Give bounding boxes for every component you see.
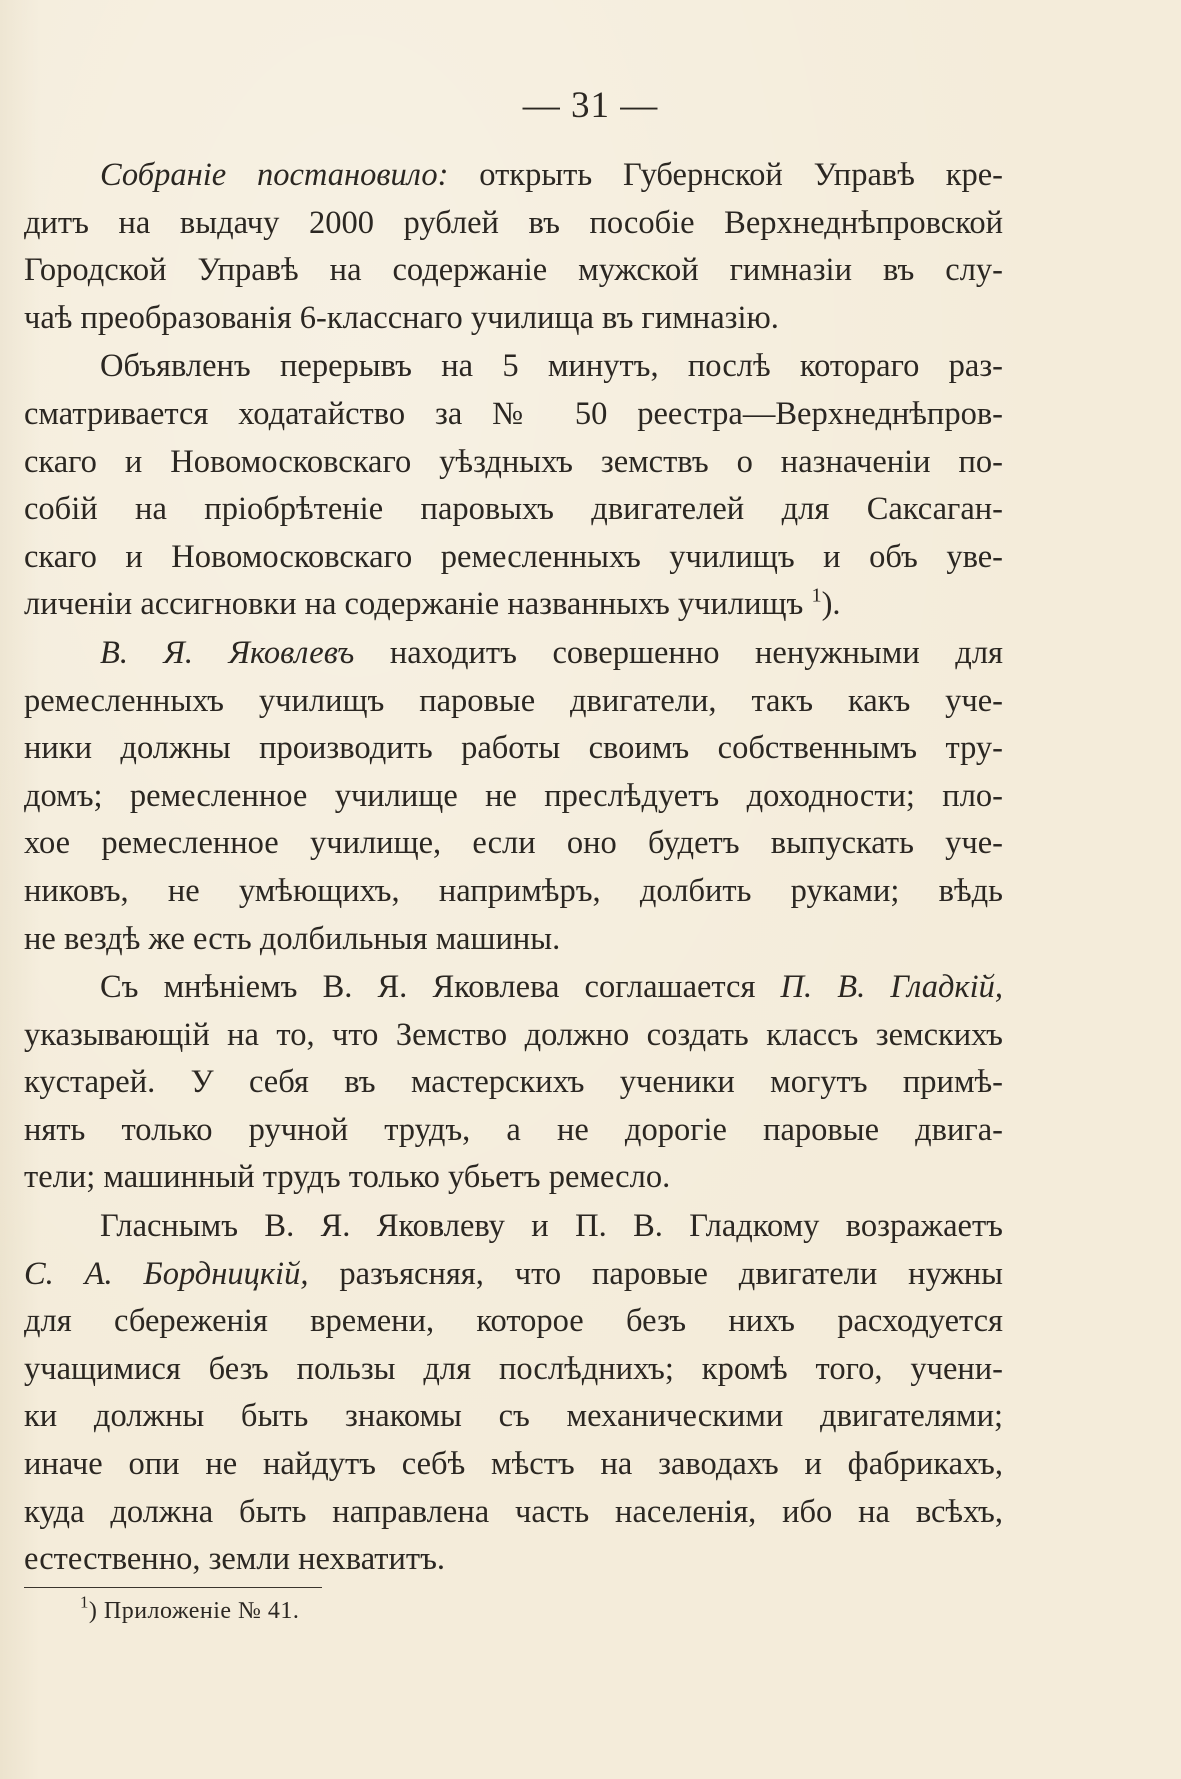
text-line bbox=[24, 486, 1003, 534]
paragraph bbox=[24, 152, 1003, 342]
text-line bbox=[24, 343, 1003, 391]
text-run: тели; машинный трудъ только убьетъ ремесло. bbox=[24, 1159, 671, 1196]
footnote-text: ) Приложеніе № 41. bbox=[88, 1598, 300, 1624]
text-line bbox=[24, 152, 1003, 200]
text-line bbox=[24, 1203, 1003, 1251]
emphasized-name: В. Я. Яковлевъ bbox=[100, 634, 355, 671]
text-line bbox=[24, 200, 1003, 248]
emphasized-name: С. А. Бордницкій, bbox=[24, 1255, 309, 1292]
text-run: ). bbox=[821, 586, 841, 623]
text-line bbox=[24, 1059, 1003, 1107]
text-run: разъясняя, что паровые двигатели нужны bbox=[308, 1255, 1003, 1292]
text-line bbox=[24, 1441, 1003, 1489]
text-run: открыть Губернской Управѣ кре- bbox=[448, 157, 1004, 193]
text-run: ремесленныхъ училищъ паровые двигатели, такъ какъ уче- bbox=[24, 682, 1003, 719]
emphasized-name: П. В. Гладкій, bbox=[780, 969, 1003, 1006]
text-run: собій на пріобрѣтеніе паровыхъ двигателей для Саксаган- bbox=[24, 491, 1003, 528]
text-run: сматривается ходатайство за № 50 реестра—Верхнеднѣпров- bbox=[24, 395, 1003, 432]
paragraph bbox=[24, 343, 1003, 629]
text-line bbox=[24, 534, 1003, 582]
text-run: иначе опи не найдутъ себѣ мѣстъ на заводахъ и фабрикахъ, bbox=[24, 1446, 1003, 1483]
paragraph bbox=[24, 1203, 1003, 1584]
text-run: чаѣ преобразованія 6-класснаго училища въ гимназію. bbox=[24, 299, 779, 336]
text-line bbox=[24, 391, 1003, 439]
text-run: ники должны производить работы своимъ собственнымъ тру- bbox=[24, 730, 1003, 767]
text-line bbox=[24, 295, 1003, 343]
text-run: кустарей. У себя въ мастерскихъ ученики могутъ примѣ- bbox=[24, 1064, 1003, 1101]
text-run: указывающій на то, что Земство должно создать классъ земскихъ bbox=[24, 1016, 1003, 1053]
text-run: дитъ на выдачу 2000 рублей въ пособіе Верхнеднѣпровской bbox=[24, 204, 1003, 241]
footnote-reference: 1 bbox=[811, 584, 822, 607]
text-line bbox=[24, 247, 1003, 295]
text-line bbox=[24, 1298, 1003, 1346]
text-line bbox=[24, 439, 1003, 487]
text-line bbox=[24, 1536, 1003, 1584]
text-line bbox=[24, 820, 1003, 868]
text-run: для сбереженія времени, которое безъ нихъ расходуется bbox=[24, 1303, 1003, 1340]
text-run: нять только ручной трудъ, а не дорогіе паровые двига- bbox=[24, 1111, 1003, 1148]
text-run: скаго и Новомосковскаго уѣздныхъ земствъ о назначеніи по- bbox=[24, 443, 1003, 480]
footnote-divider bbox=[24, 1587, 322, 1588]
text-line bbox=[24, 773, 1003, 821]
text-run: домъ; ремесленное училище не преслѣдуетъ доходности; пло- bbox=[24, 777, 1003, 814]
text-line bbox=[24, 678, 1003, 726]
text-run: Гласнымъ В. Я. Яковлеву и П. В. Гладкому возражаетъ bbox=[100, 1208, 1003, 1245]
text-line bbox=[24, 1251, 1003, 1299]
text-line bbox=[24, 1393, 1003, 1441]
text-run: учащимися безъ пользы для послѣднихъ; кромѣ того, учени- bbox=[24, 1350, 1003, 1387]
footnote bbox=[80, 1592, 300, 1627]
text-line bbox=[24, 1346, 1003, 1394]
page-number: — 31 — bbox=[522, 85, 659, 126]
text-run: не вездѣ же есть долбильныя машины. bbox=[24, 920, 561, 957]
paragraph bbox=[24, 964, 1003, 1202]
text-line bbox=[24, 725, 1003, 773]
text-line bbox=[24, 868, 1003, 916]
text-run: находитъ совершенно ненужными для bbox=[354, 634, 1003, 671]
text-run: Городской Управѣ на содержаніе мужской гимназіи въ слу- bbox=[24, 252, 1003, 289]
text-line bbox=[24, 630, 1003, 678]
text-line bbox=[24, 1154, 1003, 1202]
text-line bbox=[24, 1489, 1003, 1537]
text-line bbox=[24, 1107, 1003, 1155]
text-line bbox=[24, 1012, 1003, 1060]
text-run: куда должна быть направлена часть населенія, ибо на всѣхъ, bbox=[24, 1493, 1003, 1530]
body-text bbox=[24, 152, 1003, 1585]
paragraph bbox=[24, 630, 1003, 963]
text-run: хое ремесленное училище, если оно будетъ выпускать уче- bbox=[24, 825, 1003, 862]
text-run: ки должны быть знакомы съ механическими двигателями; bbox=[24, 1398, 1003, 1435]
text-run: естественно, земли нехватитъ. bbox=[24, 1541, 446, 1578]
text-run: никовъ, не умѣющихъ, напримѣръ, долбить руками; вѣдь bbox=[24, 872, 1003, 909]
text-run: Съ мнѣніемъ В. Я. Яковлева соглашается bbox=[100, 969, 781, 1006]
text-line bbox=[24, 916, 1003, 964]
text-line bbox=[24, 964, 1003, 1012]
emphasized-name: Собраніе постановило: bbox=[100, 157, 449, 193]
text-line bbox=[24, 581, 1003, 629]
footnote-marker: 1 bbox=[80, 1592, 89, 1612]
text-run: скаго и Новомосковскаго ремесленныхъ училищъ и объ уве- bbox=[24, 538, 1003, 575]
text-run: Объявленъ перерывъ на 5 минутъ, послѣ котораго раз- bbox=[100, 348, 1003, 385]
text-run: личеніи ассигновки на содержаніе названныхъ училищъ bbox=[24, 586, 812, 623]
